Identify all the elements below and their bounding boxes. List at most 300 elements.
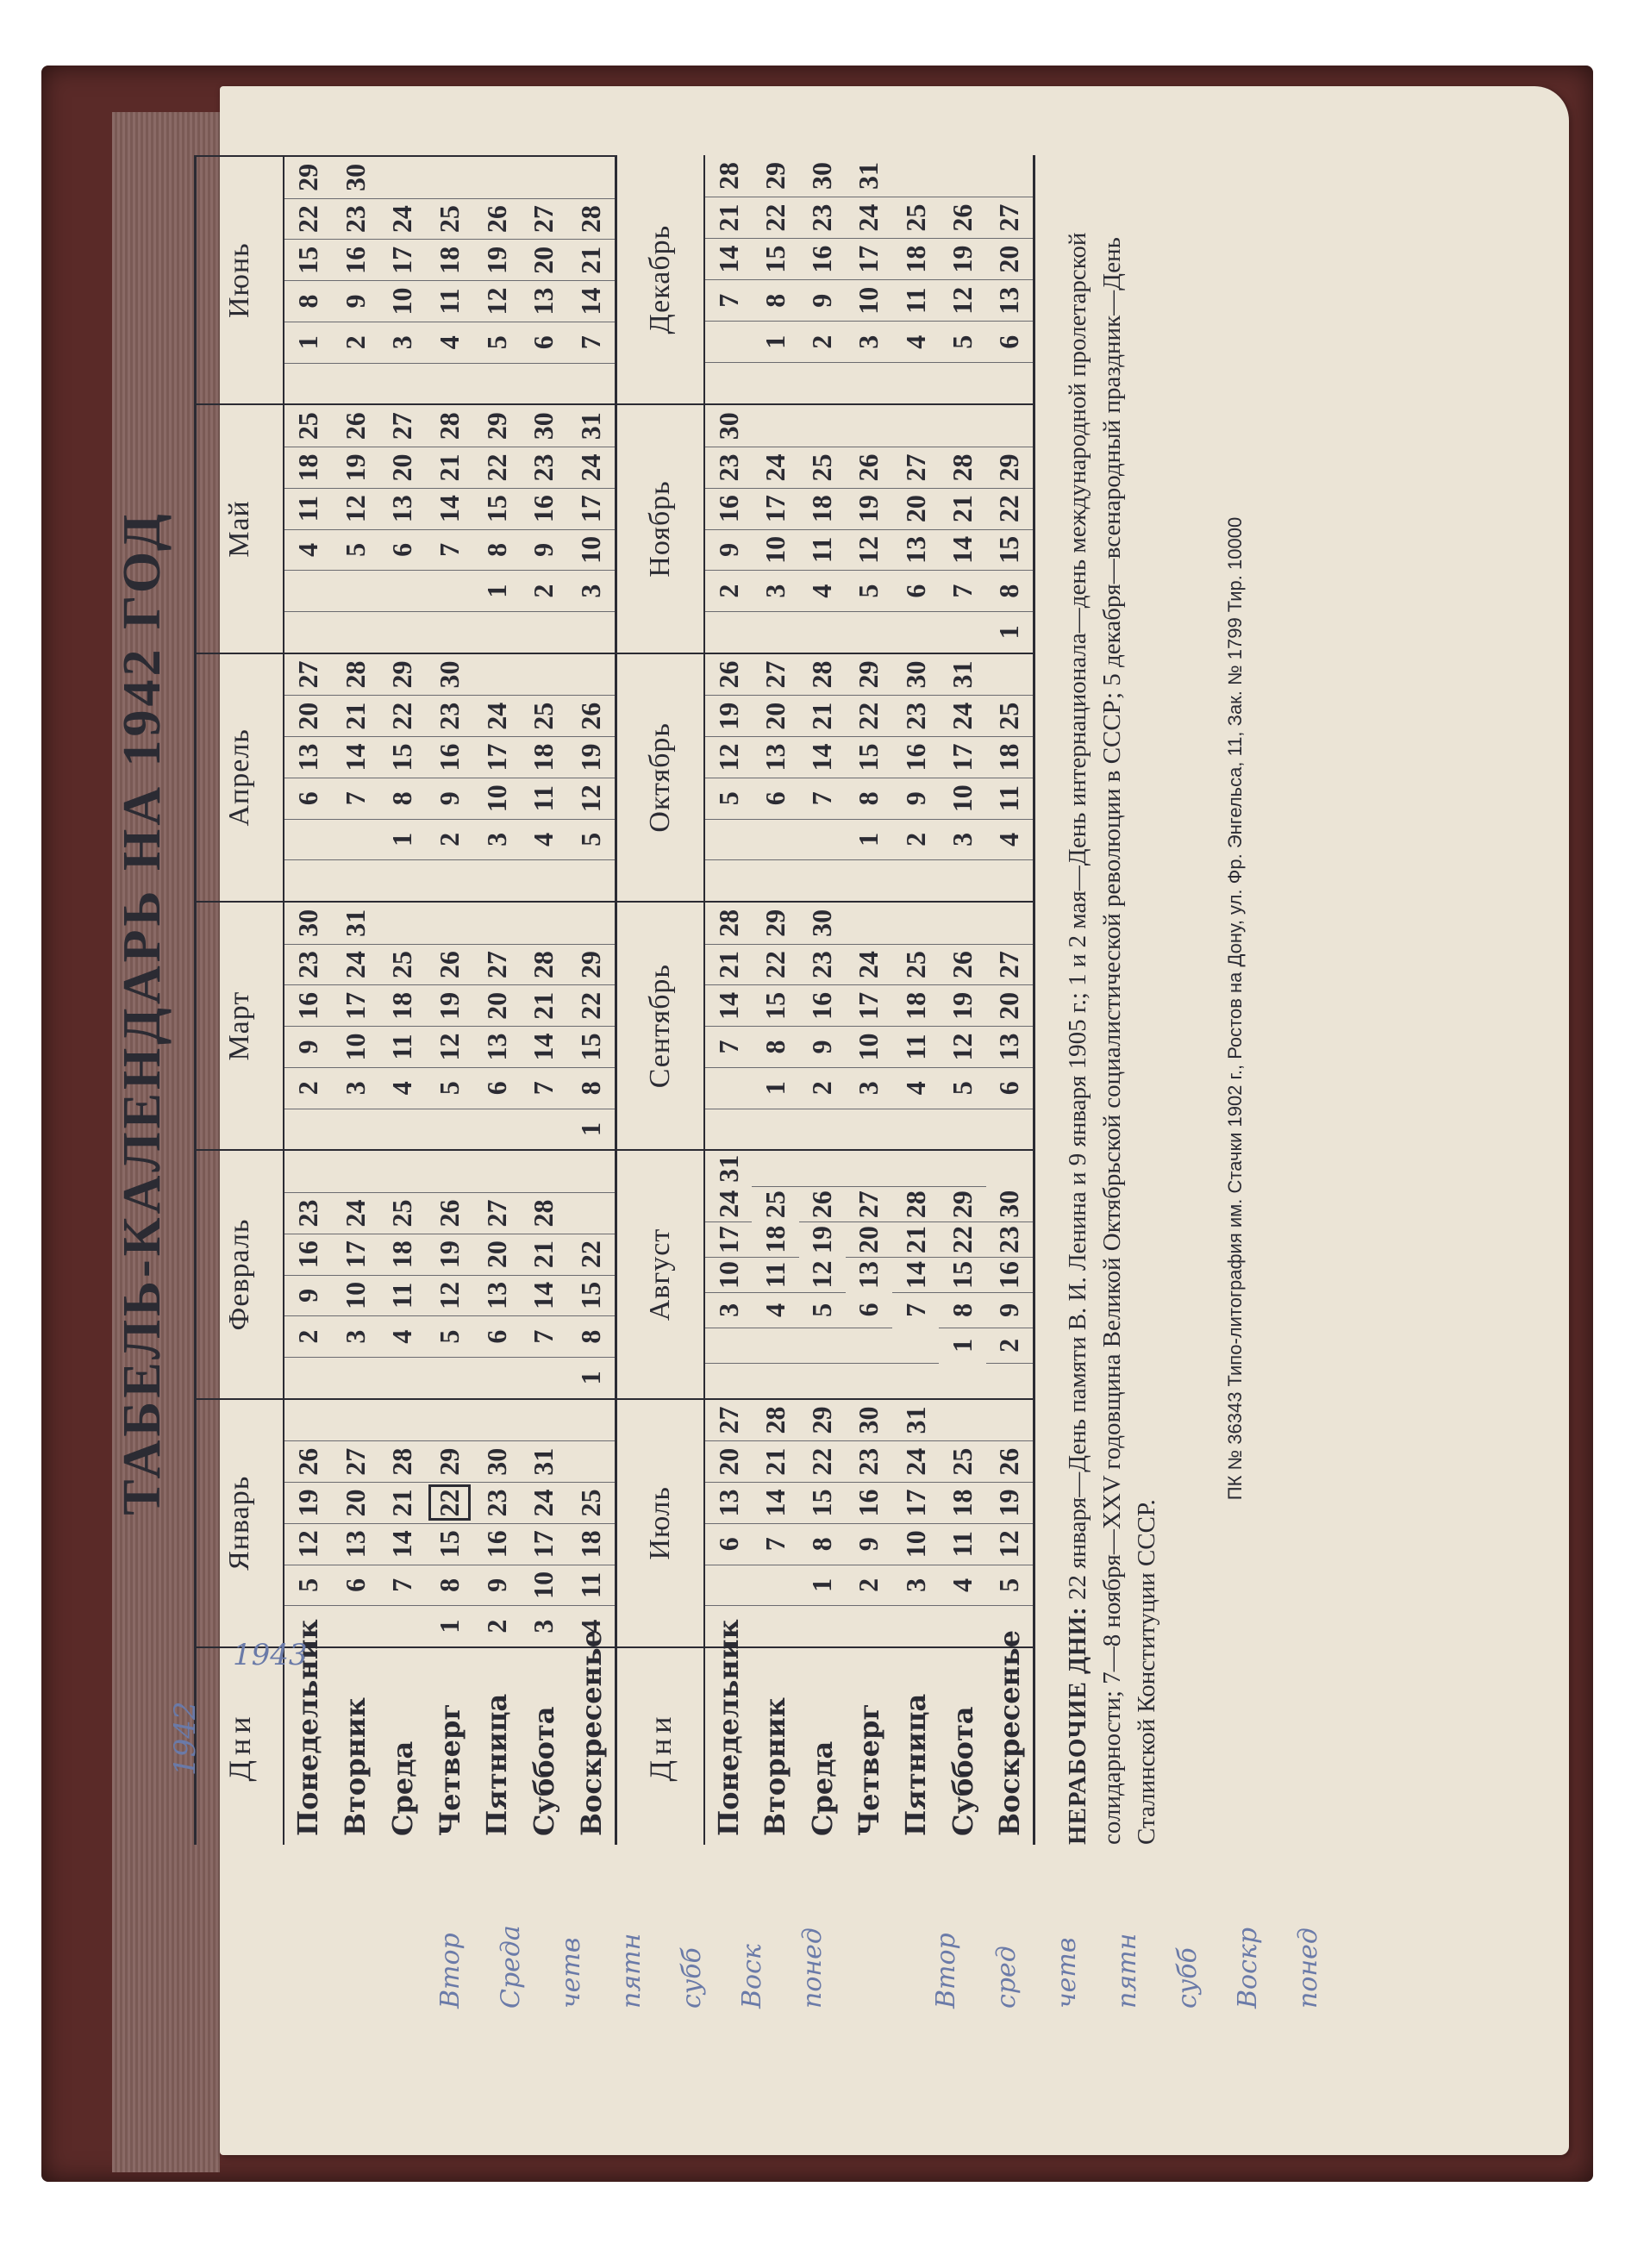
date-cell	[567, 363, 615, 404]
date-cell	[846, 1151, 892, 1186]
date-cell: 6	[473, 1067, 521, 1109]
date-cell: 17	[705, 1221, 752, 1257]
month-name: Сентябрь	[617, 903, 705, 1149]
month-block	[615, 155, 1033, 403]
date-cell	[705, 819, 752, 860]
date-cell: 22	[567, 984, 615, 1026]
date-cell: 26	[567, 695, 615, 736]
date-cell: 25	[378, 944, 426, 985]
date-cell: 15	[846, 736, 892, 778]
date-cell: 2	[846, 1565, 892, 1606]
weekday-column	[615, 1619, 1033, 1845]
date-cell	[332, 570, 379, 611]
date-cell: 11	[378, 1026, 426, 1067]
date-cell	[332, 363, 379, 404]
date-cell	[892, 611, 939, 653]
date-cell: 2	[284, 1067, 332, 1109]
month-name: Февраль	[197, 1151, 284, 1397]
date-cell	[939, 405, 985, 447]
month-block	[197, 155, 615, 403]
date-cell	[378, 611, 426, 653]
date-cell: 31	[853, 162, 884, 191]
date-cell: 10	[705, 1257, 752, 1292]
date-cell: 20	[705, 1440, 752, 1482]
date-cell: 20	[846, 1221, 892, 1257]
date-cell: 14	[521, 1275, 568, 1316]
date-cell	[284, 570, 332, 611]
page-title: ТАБЕЛЬ-КАЛЕНДАРЬ НА 1942 ГОД	[113, 510, 172, 1515]
date-cell	[426, 903, 473, 944]
handwritten-margin-note: Среда	[496, 1925, 526, 2009]
date-cell: 29	[759, 162, 791, 191]
date-cell: 8	[752, 1026, 798, 1067]
date-cell: 22	[752, 197, 798, 238]
date-cell: 24	[892, 1440, 939, 1482]
date-cell	[426, 157, 473, 198]
date-cell	[426, 570, 473, 611]
date-cell: 19	[332, 447, 379, 488]
date-cell: 6	[378, 529, 426, 571]
date-cell: 13	[284, 736, 332, 778]
date-cell: 1	[846, 819, 892, 860]
date-cell: 9	[799, 279, 846, 321]
date-cell: 7	[705, 279, 752, 321]
date-cell	[378, 1151, 426, 1192]
date-cell	[799, 1363, 846, 1398]
month-block	[615, 1149, 1033, 1397]
date-cell: 21	[705, 944, 752, 985]
date-cell	[378, 570, 426, 611]
weekday-label: Суббота	[946, 1706, 979, 1836]
date-cell	[332, 1151, 379, 1192]
date-cell	[332, 819, 379, 860]
date-cell: 12	[705, 736, 752, 778]
date-cell: 20	[892, 488, 939, 529]
holidays-text: 22 января—День памяти В. И. Ленина и 9 января 1905 г.; 1 и 2 мая—День интернационала—день международной пролетарской солидарности; 7—8 ноября—XXV годовщина Великой Октябрьской социалистической революции в СССР; 5 декабря—всенародный праздник—День Сталинской Конституции СССР.	[1064, 232, 1160, 1845]
date-cell: 12	[939, 279, 985, 321]
date-cell: 4	[752, 1292, 798, 1328]
date-cell: 14	[705, 984, 752, 1026]
date-cell	[799, 859, 846, 901]
days-header: Дни	[617, 1648, 705, 1845]
date-cell	[426, 1151, 473, 1192]
date-cell: 12	[426, 1026, 473, 1067]
date-cell: 3	[939, 819, 985, 860]
handwritten-margin-note: четв	[556, 1937, 586, 2009]
date-cell: 18	[521, 736, 568, 778]
date-cell: 2	[473, 1605, 521, 1646]
date-cell	[284, 859, 332, 901]
weekday-label: Понедельник	[291, 1619, 325, 1836]
date-cell	[752, 611, 798, 653]
date-cell: 21	[705, 197, 752, 238]
date-cell: 11	[892, 279, 939, 321]
date-cell	[799, 1151, 846, 1186]
date-cell: 27	[986, 197, 1033, 238]
handwritten-margin-note: Втор	[931, 1933, 961, 2009]
date-cell: 16	[705, 488, 752, 529]
date-cell: 31	[339, 909, 371, 937]
weekday-label: Четверг	[433, 1703, 466, 1836]
date-cell: 21	[939, 488, 985, 529]
weekday-label: Воскресенье	[574, 1629, 608, 1836]
date-cell: 3	[378, 322, 426, 363]
date-cell	[892, 362, 939, 403]
date-cell	[332, 859, 379, 901]
date-cell: 26	[339, 412, 371, 440]
date-cell	[752, 1605, 798, 1646]
date-cell: 12	[567, 778, 615, 819]
date-cell	[426, 1357, 473, 1398]
date-cell: 22	[567, 1234, 615, 1275]
handwritten-margin-note: пятн	[1112, 1933, 1142, 2009]
date-cell: 23	[284, 1192, 332, 1234]
date-cell: 11	[378, 1275, 426, 1316]
date-cell: 8	[567, 1315, 615, 1357]
date-cell: 25	[521, 695, 568, 736]
weekday-label: Пятница	[480, 1693, 514, 1836]
date-cell	[567, 859, 615, 901]
date-cell	[939, 362, 985, 403]
date-cell	[567, 903, 615, 944]
date-cell	[846, 1328, 892, 1363]
date-cell: 21	[567, 239, 615, 280]
date-cell: 4	[426, 322, 473, 363]
date-cell: 11	[567, 1565, 615, 1606]
date-cell: 20	[332, 1482, 379, 1523]
date-cell	[567, 1192, 615, 1234]
date-cell: 15	[752, 238, 798, 279]
date-cell: 16	[284, 1234, 332, 1275]
weekday-label: Вторник	[339, 1697, 372, 1836]
date-cell: 28	[339, 660, 371, 689]
holidays-note	[1060, 172, 1164, 1845]
date-cell: 15	[426, 1523, 473, 1565]
weekday-label: Среда	[385, 1740, 419, 1836]
date-cell	[846, 859, 892, 901]
date-cell: 18	[759, 1225, 791, 1253]
month-name: Май	[197, 405, 284, 652]
date-cell: 3	[332, 1315, 379, 1357]
date-cell: 21	[521, 984, 568, 1026]
date-cell: 15	[284, 239, 332, 280]
date-cell	[939, 1363, 985, 1398]
date-cell: 30	[993, 1190, 1025, 1218]
date-cell: 4	[892, 321, 939, 362]
date-cell: 4	[567, 1605, 615, 1646]
date-cell	[705, 1363, 752, 1398]
date-cell: 8	[284, 280, 332, 322]
handwritten-year: 1942	[168, 1701, 203, 1776]
date-cell: 2	[284, 1315, 332, 1357]
date-cell: 1	[378, 819, 426, 860]
date-cell: 6	[473, 1315, 521, 1357]
date-cell	[284, 363, 332, 404]
date-cell: 18	[567, 1523, 615, 1565]
date-cell: 27	[291, 660, 323, 689]
date-cell: 30	[806, 162, 838, 191]
date-cell	[846, 611, 892, 653]
date-cell: 8	[846, 778, 892, 819]
date-cell: 10	[567, 529, 615, 571]
date-cell: 16	[799, 238, 846, 279]
date-cell: 17	[892, 1482, 939, 1523]
month-block	[197, 1398, 615, 1646]
handwritten-margin-note: Воскр	[1233, 1927, 1263, 2009]
date-cell: 28	[939, 447, 985, 488]
date-cell: 17	[332, 1234, 379, 1275]
date-cell	[378, 1400, 426, 1441]
date-cell: 11	[284, 488, 332, 529]
date-cell: 25	[752, 1186, 798, 1221]
date-cell: 18	[426, 239, 473, 280]
date-cell	[521, 903, 568, 944]
date-cell: 25	[567, 1482, 615, 1523]
date-cell: 24	[473, 695, 521, 736]
date-cell	[986, 405, 1033, 447]
date-cell: 30	[899, 660, 931, 689]
date-cell: 5	[705, 778, 752, 819]
date-cell: 11	[426, 280, 473, 322]
date-cell: 28	[892, 1186, 939, 1221]
date-cell: 2	[892, 819, 939, 860]
date-cell: 7	[332, 778, 379, 819]
date-cell: 1	[986, 611, 1033, 653]
date-cell: 1	[284, 322, 332, 363]
date-cell: 1	[752, 321, 798, 362]
date-cell: 10	[473, 778, 521, 819]
date-cell: 2	[521, 570, 568, 611]
date-cell	[426, 611, 473, 653]
date-cell: 17	[473, 736, 521, 778]
date-cell: 3	[473, 819, 521, 860]
month-block	[615, 653, 1033, 901]
date-cell	[332, 1357, 379, 1398]
date-cell: 28	[712, 162, 744, 191]
date-cell: 21	[799, 695, 846, 736]
date-cell: 22	[986, 488, 1033, 529]
date-cell: 14	[939, 529, 985, 571]
date-cell: 7	[426, 529, 473, 571]
date-cell: 6	[986, 321, 1033, 362]
date-cell: 4	[892, 1067, 939, 1109]
date-cell: 26	[799, 1186, 846, 1221]
date-cell: 17	[521, 1523, 568, 1565]
date-cell: 28	[712, 909, 744, 937]
date-cell: 25	[892, 197, 939, 238]
date-cell	[705, 1067, 752, 1109]
date-cell	[752, 405, 798, 447]
date-cell	[892, 1151, 939, 1186]
date-cell: 4	[378, 1067, 426, 1109]
date-cell: 18	[799, 488, 846, 529]
date-cell: 24	[752, 447, 798, 488]
date-cell	[378, 157, 426, 198]
date-cell: 24	[712, 1190, 744, 1218]
date-cell	[332, 1605, 379, 1646]
date-cell: 7	[939, 570, 985, 611]
date-cell: 23	[284, 944, 332, 985]
date-cell: 27	[892, 447, 939, 488]
date-cell: 20	[473, 984, 521, 1026]
date-cell: 30	[291, 909, 323, 937]
date-cell: 5	[986, 1565, 1033, 1606]
date-cell: 12	[986, 1523, 1033, 1565]
date-cell	[799, 405, 846, 447]
date-cell: 10	[892, 1523, 939, 1565]
date-cell	[892, 1363, 939, 1398]
date-cell: 29	[291, 163, 323, 191]
date-cell: 3	[846, 1067, 892, 1109]
month-block	[615, 1398, 1033, 1646]
date-cell	[986, 859, 1033, 901]
date-cell: 1	[939, 1328, 985, 1363]
date-cell: 19	[939, 984, 985, 1026]
date-cell: 31	[575, 412, 607, 440]
date-cell: 17	[846, 984, 892, 1026]
date-cell: 14	[426, 488, 473, 529]
month-name: Август	[617, 1151, 705, 1397]
weekday-label: Вторник	[759, 1697, 792, 1836]
date-cell	[752, 1151, 798, 1186]
date-cell	[521, 363, 568, 404]
date-cell	[892, 155, 939, 197]
date-cell: 19	[846, 488, 892, 529]
date-cell: 9	[892, 778, 939, 819]
date-cell: 8	[473, 529, 521, 571]
date-cell: 14	[521, 1026, 568, 1067]
date-cell: 26	[986, 1440, 1033, 1482]
date-cell: 23	[426, 695, 473, 736]
date-cell	[332, 611, 379, 653]
date-cell	[284, 1400, 332, 1441]
date-cell: 12	[426, 1275, 473, 1316]
date-cell	[284, 1357, 332, 1398]
date-cell: 28	[759, 1406, 791, 1434]
date-cell: 3	[752, 570, 798, 611]
date-cell: 14	[705, 238, 752, 279]
date-cell: 24	[378, 198, 426, 240]
date-cell	[846, 362, 892, 403]
date-cell	[939, 903, 985, 944]
month-name: Март	[197, 903, 284, 1149]
weekday-label: Суббота	[527, 1706, 560, 1836]
date-cell	[521, 1109, 568, 1150]
month-name: Декабрь	[617, 155, 705, 403]
date-cell: 10	[378, 280, 426, 322]
date-cell	[473, 157, 521, 198]
marked-date-cell: 22	[426, 1482, 473, 1523]
date-cell	[473, 611, 521, 653]
date-cell: 16	[284, 984, 332, 1026]
date-cell: 5	[939, 1067, 985, 1109]
date-cell: 19	[799, 1221, 846, 1257]
date-cell: 28	[567, 198, 615, 240]
weekday-label: Понедельник	[712, 1619, 746, 1836]
date-cell: 14	[567, 280, 615, 322]
month-block	[615, 403, 1033, 652]
date-cell: 5	[426, 1315, 473, 1357]
weekday-label: Четверг	[852, 1703, 885, 1836]
month-block	[197, 1149, 615, 1397]
date-cell: 4	[284, 529, 332, 571]
weekday-label: Пятница	[899, 1693, 933, 1836]
date-cell: 14	[752, 1482, 798, 1523]
date-cell: 11	[752, 1257, 798, 1292]
date-cell: 11	[892, 1026, 939, 1067]
date-cell: 5	[332, 529, 379, 571]
date-cell: 1	[799, 1565, 846, 1606]
date-cell: 30	[853, 1406, 884, 1434]
date-cell	[567, 654, 615, 696]
date-cell: 24	[332, 1192, 379, 1234]
date-cell: 22	[378, 695, 426, 736]
date-cell: 20	[473, 1234, 521, 1275]
date-cell: 28	[806, 660, 838, 689]
date-cell	[986, 654, 1033, 696]
calendar-grid	[194, 155, 1035, 1845]
date-cell: 23	[799, 197, 846, 238]
date-cell	[986, 1363, 1033, 1398]
date-cell	[426, 859, 473, 901]
date-cell: 16	[986, 1257, 1033, 1292]
date-cell: 17	[332, 984, 379, 1026]
date-cell: 26	[284, 1440, 332, 1482]
date-cell: 29	[853, 660, 884, 689]
date-cell: 16	[426, 736, 473, 778]
date-cell: 6	[892, 570, 939, 611]
date-cell	[752, 362, 798, 403]
date-cell: 31	[521, 1440, 568, 1482]
date-cell: 31	[899, 1406, 931, 1434]
date-cell: 19	[426, 984, 473, 1026]
date-cell: 23	[986, 1221, 1033, 1257]
date-cell: 28	[521, 1192, 568, 1234]
date-cell: 12	[284, 1523, 332, 1565]
date-cell	[892, 405, 939, 447]
date-cell: 10	[332, 1275, 379, 1316]
date-cell	[752, 819, 798, 860]
date-cell	[473, 654, 521, 696]
date-cell: 14	[799, 736, 846, 778]
date-cell: 17	[939, 736, 985, 778]
month-block	[197, 653, 615, 901]
date-cell	[846, 1363, 892, 1398]
date-cell: 6	[986, 1067, 1033, 1109]
date-cell: 5	[284, 1565, 332, 1606]
month-name: Октябрь	[617, 654, 705, 901]
date-cell: 8	[986, 570, 1033, 611]
date-cell	[892, 903, 939, 944]
date-cell: 27	[846, 1186, 892, 1221]
date-cell	[939, 155, 985, 197]
date-cell: 24	[521, 1482, 568, 1523]
date-cell	[892, 1328, 939, 1363]
date-cell: 10	[332, 1026, 379, 1067]
date-cell	[284, 1109, 332, 1150]
date-cell: 23	[332, 198, 379, 240]
weekday-label: Среда	[805, 1740, 839, 1836]
date-cell: 27	[759, 660, 791, 689]
date-cell	[521, 611, 568, 653]
date-cell	[705, 1109, 752, 1150]
date-cell	[846, 1109, 892, 1150]
date-cell: 5	[473, 322, 521, 363]
date-cell: 5	[567, 819, 615, 860]
date-cell: 15	[799, 1482, 846, 1523]
date-cell: 29	[759, 909, 791, 937]
date-cell: 29	[806, 1406, 838, 1434]
